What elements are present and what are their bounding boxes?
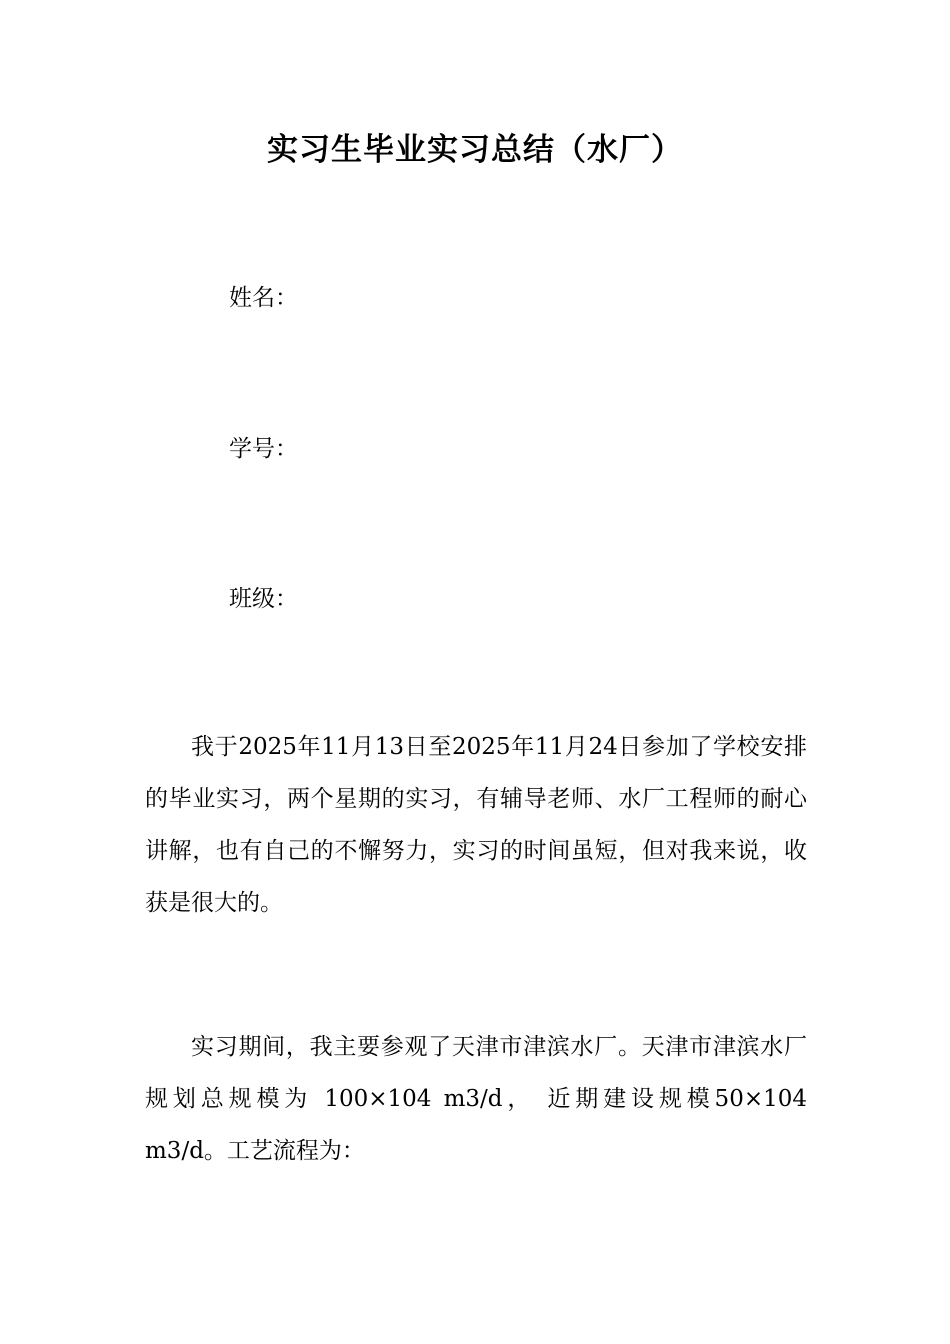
body-paragraph-1: 我于2025年11月13日至2025年11月24日参加了学校安排的毕业实习，两个星期的实习，有辅导老师、水厂工程师的耐心讲解，也有自己的不懈努力，实习的时间虽短，但对我来说，收获是很大的。 — [145, 734, 807, 916]
class-field-label: 班级： — [229, 586, 298, 612]
document-title: 实习生毕业实习总结（水厂） — [267, 132, 683, 168]
body-paragraph-2: 实习期间，我主要参观了天津市津滨水厂。天津市津滨水厂规划总规模为 100×104 m3/d， 近期建设规模50×104 m3/d。工艺流程为： — [145, 1034, 807, 1164]
name-field-label: 姓名： — [229, 285, 298, 311]
student-id-field-label: 学号： — [229, 436, 298, 462]
